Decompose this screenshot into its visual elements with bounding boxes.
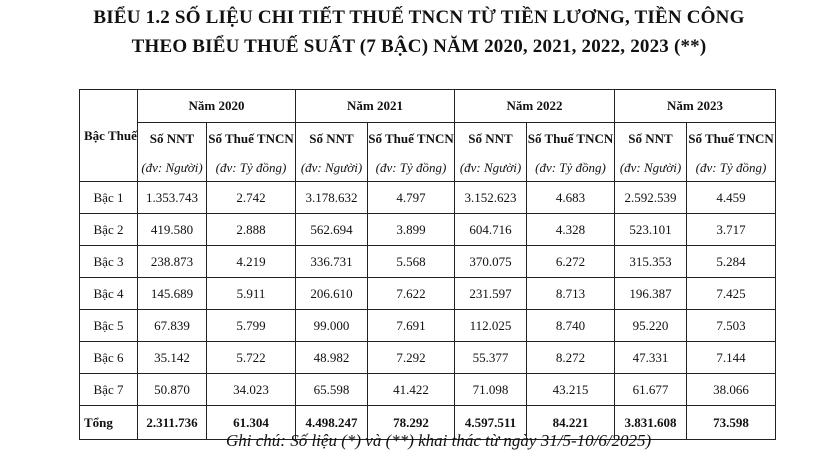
cell-nnt: 71.098 (455, 374, 527, 406)
table-row (80, 310, 776, 342)
cell-nnt: 145.689 (138, 278, 207, 310)
cell-tax: 3.717 (687, 214, 776, 246)
cell-tax: 41.422 (368, 374, 455, 406)
cell-nnt: 419.580 (138, 214, 207, 246)
title-line-2: THEO BIỂU THUẾ SUẤT (7 BẬC) NĂM 2020, 2021, 2022, 2023 (**) (131, 36, 707, 57)
unit-tax: (đv: Tỷ đồng) (207, 155, 296, 182)
cell-nnt: 99.000 (296, 310, 368, 342)
table-row (80, 342, 776, 374)
cell-nnt: 67.839 (138, 310, 207, 342)
unit-tax: (đv: Tỷ đồng) (687, 155, 776, 182)
row-label: Bậc 5 (80, 310, 138, 342)
table-row (80, 214, 776, 246)
col-header-tax: Số Thuế TNCN (207, 123, 296, 156)
cell-tax: 5.722 (207, 342, 296, 374)
cell-tax: 8.713 (527, 278, 615, 310)
table-row (80, 182, 776, 214)
cell-tax: 8.272 (527, 342, 615, 374)
cell-tax: 8.740 (527, 310, 615, 342)
col-header-tax: Số Thuế TNCN (368, 123, 455, 156)
total-tax: 61.304 (207, 406, 296, 440)
col-header-tax: Số Thuế TNCN (687, 123, 776, 156)
row-label: Bậc 2 (80, 214, 138, 246)
cell-tax: 7.691 (368, 310, 455, 342)
cell-tax: 7.292 (368, 342, 455, 374)
table-row (80, 278, 776, 310)
total-tax: 78.292 (368, 406, 455, 440)
row-label: Bậc 6 (80, 342, 138, 374)
row-label: Bậc 3 (80, 246, 138, 278)
table-row (80, 374, 776, 406)
cell-tax: 38.066 (687, 374, 776, 406)
cell-tax: 5.799 (207, 310, 296, 342)
cell-nnt: 2.592.539 (615, 182, 687, 214)
cell-tax: 7.503 (687, 310, 776, 342)
cell-nnt: 315.353 (615, 246, 687, 278)
year-header: Năm 2020 (138, 90, 296, 123)
cell-tax: 5.911 (207, 278, 296, 310)
col-header-nnt: Số NNT (138, 123, 207, 156)
cell-nnt: 336.731 (296, 246, 368, 278)
cell-nnt: 238.873 (138, 246, 207, 278)
year-header: Năm 2023 (615, 90, 776, 123)
cell-tax: 5.284 (687, 246, 776, 278)
total-nnt: 3.831.608 (615, 406, 687, 440)
year-header: Năm 2022 (455, 90, 615, 123)
total-tax: 84.221 (527, 406, 615, 440)
cell-nnt: 3.152.623 (455, 182, 527, 214)
col-header-nnt: Số NNT (455, 123, 527, 156)
cell-tax: 4.683 (527, 182, 615, 214)
table-row (80, 246, 776, 278)
cell-nnt: 35.142 (138, 342, 207, 374)
cell-nnt: 95.220 (615, 310, 687, 342)
total-label: Tổng (80, 406, 138, 440)
cell-tax: 4.328 (527, 214, 615, 246)
cell-nnt: 1.353.743 (138, 182, 207, 214)
cell-nnt: 3.178.632 (296, 182, 368, 214)
unit-nnt: (đv: Người) (296, 155, 368, 182)
cell-nnt: 61.677 (615, 374, 687, 406)
unit-tax: (đv: Tỷ đồng) (368, 155, 455, 182)
cell-tax: 4.219 (207, 246, 296, 278)
cell-nnt: 50.870 (138, 374, 207, 406)
cell-tax: 34.023 (207, 374, 296, 406)
total-nnt: 2.311.736 (138, 406, 207, 440)
cell-tax: 2.888 (207, 214, 296, 246)
cell-tax: 7.622 (368, 278, 455, 310)
cell-tax: 4.459 (687, 182, 776, 214)
total-nnt: 4.498.247 (296, 406, 368, 440)
cell-nnt: 65.598 (296, 374, 368, 406)
cell-nnt: 48.982 (296, 342, 368, 374)
row-header: Bậc Thuế (80, 90, 138, 182)
cell-tax: 3.899 (368, 214, 455, 246)
cell-nnt: 55.377 (455, 342, 527, 374)
cell-tax: 2.742 (207, 182, 296, 214)
cell-nnt: 196.387 (615, 278, 687, 310)
unit-nnt: (đv: Người) (615, 155, 687, 182)
unit-nnt: (đv: Người) (455, 155, 527, 182)
cell-tax: 7.425 (687, 278, 776, 310)
cell-nnt: 231.597 (455, 278, 527, 310)
title-line-1: BIỂU 1.2 SỐ LIỆU CHI TIẾT THUẾ TNCN TỪ TIỀN LƯƠNG, TIỀN CÔNG (93, 7, 745, 28)
col-header-tax: Số Thuế TNCN (527, 123, 615, 156)
cell-nnt: 370.075 (455, 246, 527, 278)
col-header-nnt: Số NNT (615, 123, 687, 156)
cell-nnt: 604.716 (455, 214, 527, 246)
cell-tax: 43.215 (527, 374, 615, 406)
cell-nnt: 206.610 (296, 278, 368, 310)
row-label: Bậc 1 (80, 182, 138, 214)
total-nnt: 4.597.511 (455, 406, 527, 440)
cell-nnt: 112.025 (455, 310, 527, 342)
cell-tax: 5.568 (368, 246, 455, 278)
unit-tax: (đv: Tỷ đồng) (527, 155, 615, 182)
cell-tax: 6.272 (527, 246, 615, 278)
tax-table (79, 89, 776, 440)
cell-tax: 7.144 (687, 342, 776, 374)
cell-nnt: 47.331 (615, 342, 687, 374)
total-tax: 73.598 (687, 406, 776, 440)
year-header: Năm 2021 (296, 90, 455, 123)
cell-nnt: 523.101 (615, 214, 687, 246)
cell-tax: 4.797 (368, 182, 455, 214)
row-label: Bậc 4 (80, 278, 138, 310)
cell-nnt: 562.694 (296, 214, 368, 246)
col-header-nnt: Số NNT (296, 123, 368, 156)
unit-nnt: (đv: Người) (138, 155, 207, 182)
footnote: Ghi chú: Số liệu (*) và (**) khai thác từ ngày 31/5-10/6/2025) (226, 431, 652, 450)
row-label: Bậc 7 (80, 374, 138, 406)
